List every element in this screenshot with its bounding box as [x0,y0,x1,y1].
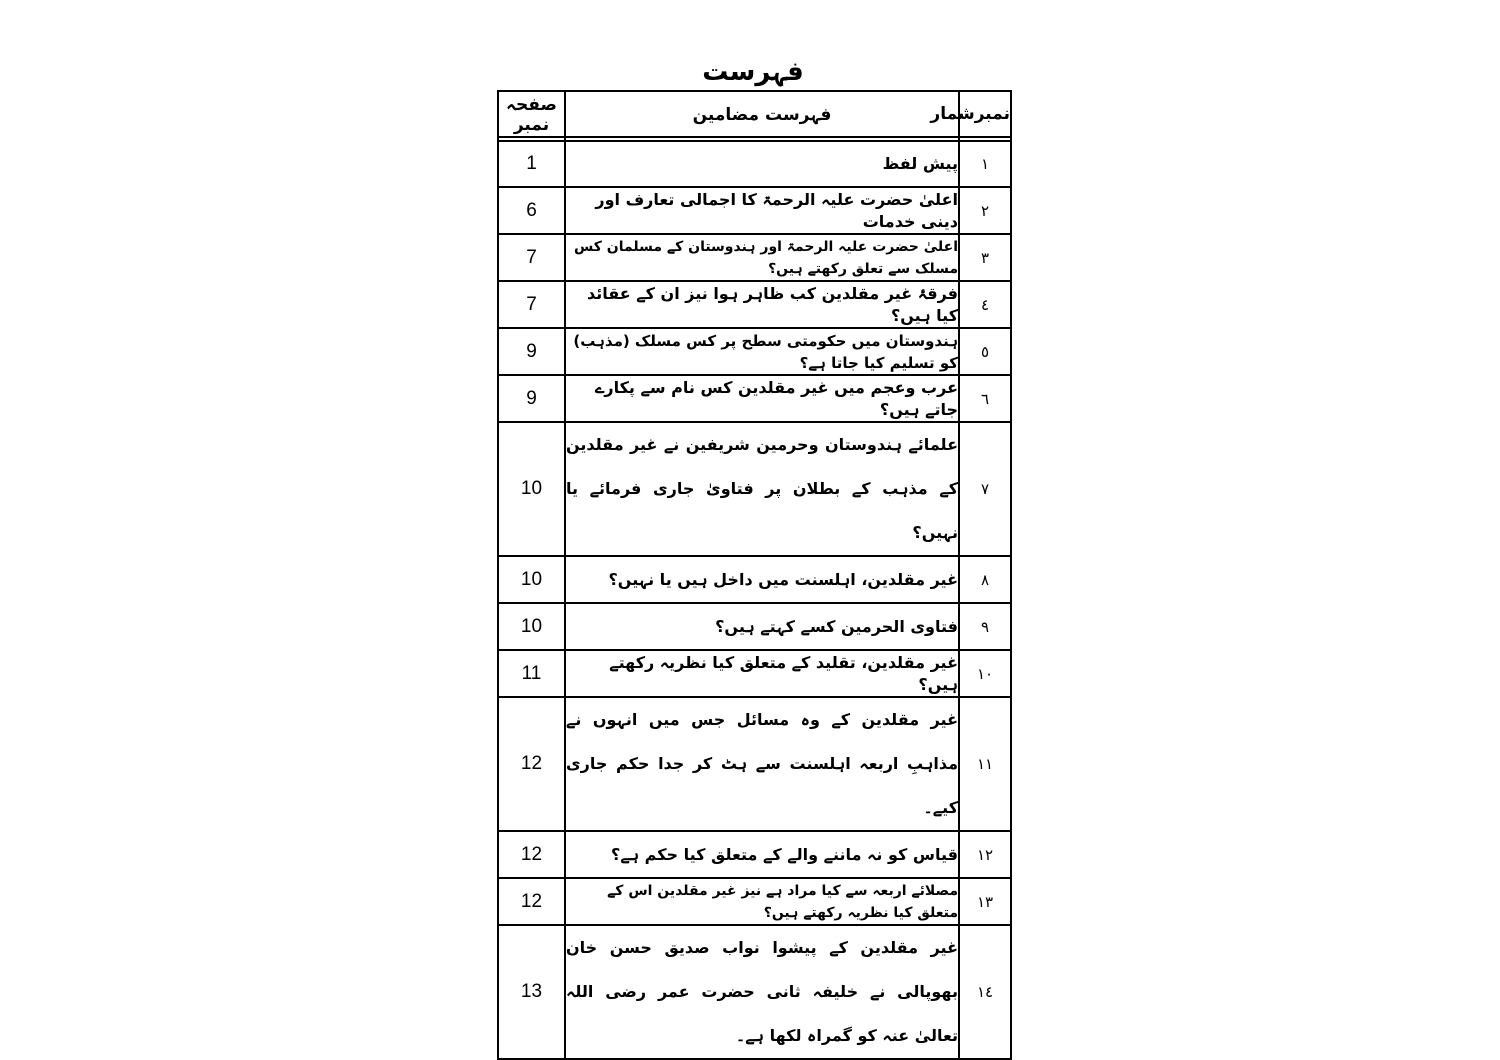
table-row [498,281,1011,328]
row-page: 7 [498,234,565,281]
row-number: ١٠ [959,650,1011,697]
row-topic: غیر مقلدین، تقلید کے متعلق کیا نظریہ رکھتے ہیں؟ [565,650,959,697]
row-topic: فتاوی الحرمین کسے کہتے ہیں؟ [565,603,959,650]
row-number: ١ [959,141,1011,187]
header-number: نمبرشمار [959,91,1011,137]
row-page: 10 [498,603,565,650]
header-page: صفحہ نمبر [498,91,565,137]
row-topic: فرقۂ غیر مقلدین کب ظاہر ہوا نیز ان کے عقائد کیا ہیں؟ [565,281,959,328]
header-row [498,91,1011,137]
row-number: ٣ [959,234,1011,281]
table-row [498,697,1011,831]
row-topic: اعلیٰ حضرت علیہ الرحمۃ کا اجمالی تعارف اور دینی خدمات [565,187,959,234]
table-row [498,831,1011,878]
row-page: 9 [498,328,565,375]
table-row [498,603,1011,650]
row-number: ١١ [959,697,1011,831]
table-row [498,650,1011,697]
row-number: ١٢ [959,831,1011,878]
row-page: 9 [498,375,565,422]
row-page: 1 [498,141,565,187]
table-row [498,187,1011,234]
table-row [498,878,1011,925]
row-number: ٩ [959,603,1011,650]
row-page: 10 [498,556,565,603]
table-row [498,234,1011,281]
table-row [498,141,1011,187]
row-page: 13 [498,925,565,1059]
row-number: ٢ [959,187,1011,234]
table-row [498,375,1011,422]
row-number: ٦ [959,375,1011,422]
row-topic: مصلائے اربعہ سے کیا مراد ہے نیز غیر مقلدین اس کے متعلق کیا نظریہ رکھتے ہیں؟ [565,878,959,925]
row-topic: علمائے ہندوستان وحرمین شریفین نے غیر مقلدین کے مذہب کے بطلان پر فتاویٰ جاری فرمائے یا نہیں؟ [565,422,959,556]
row-page: 6 [498,187,565,234]
row-topic: غیر مقلدین، اہلسنت میں داخل ہیں یا نہیں؟ [565,556,959,603]
row-page: 12 [498,878,565,925]
table-row [498,556,1011,603]
row-topic: پیش لفظ [565,141,959,187]
row-number: ٤ [959,281,1011,328]
table-of-contents [497,90,1012,1060]
row-number: ٨ [959,556,1011,603]
row-page: 12 [498,831,565,878]
row-topic: غیر مقلدین کے پیشوا نواب صدیق حسن خان بھوپالی نے خلیفہ ثانی حضرت عمر رضی اللہ تعالیٰ عنہ کو گمراہ لکھا ہے۔ [565,925,959,1059]
row-number: ١٣ [959,878,1011,925]
row-topic: عرب وعجم میں غیر مقلدین کس نام سے پکارے جاتے ہیں؟ [565,375,959,422]
row-page: 7 [498,281,565,328]
row-number: ٧ [959,422,1011,556]
page-title: فہرست [702,57,804,87]
row-topic: غیر مقلدین کے وہ مسائل جس میں انہوں نے مذاہبِ اربعہ اہلسنت سے ہٹ کر جدا حکم جاری کیے۔ [565,697,959,831]
row-topic: قیاس کو نہ ماننے والے کے متعلق کیا حکم ہے؟ [565,831,959,878]
row-topic: ہندوستان میں حکومتی سطح پر کس مسلک (مذہب) کو تسلیم کیا جاتا ہے؟ [565,328,959,375]
table-row [498,422,1011,556]
row-number: ١٤ [959,925,1011,1059]
row-number: ٥ [959,328,1011,375]
row-page: 10 [498,422,565,556]
row-page: 12 [498,697,565,831]
table-row [498,328,1011,375]
header-topics: فہرست مضامین [565,91,959,137]
table-row [498,925,1011,1059]
row-page: 11 [498,650,565,697]
row-topic: اعلیٰ حضرت علیہ الرحمۃ اور ہندوستان کے مسلمان کس مسلک سے تعلق رکھتے ہیں؟ [565,234,959,281]
